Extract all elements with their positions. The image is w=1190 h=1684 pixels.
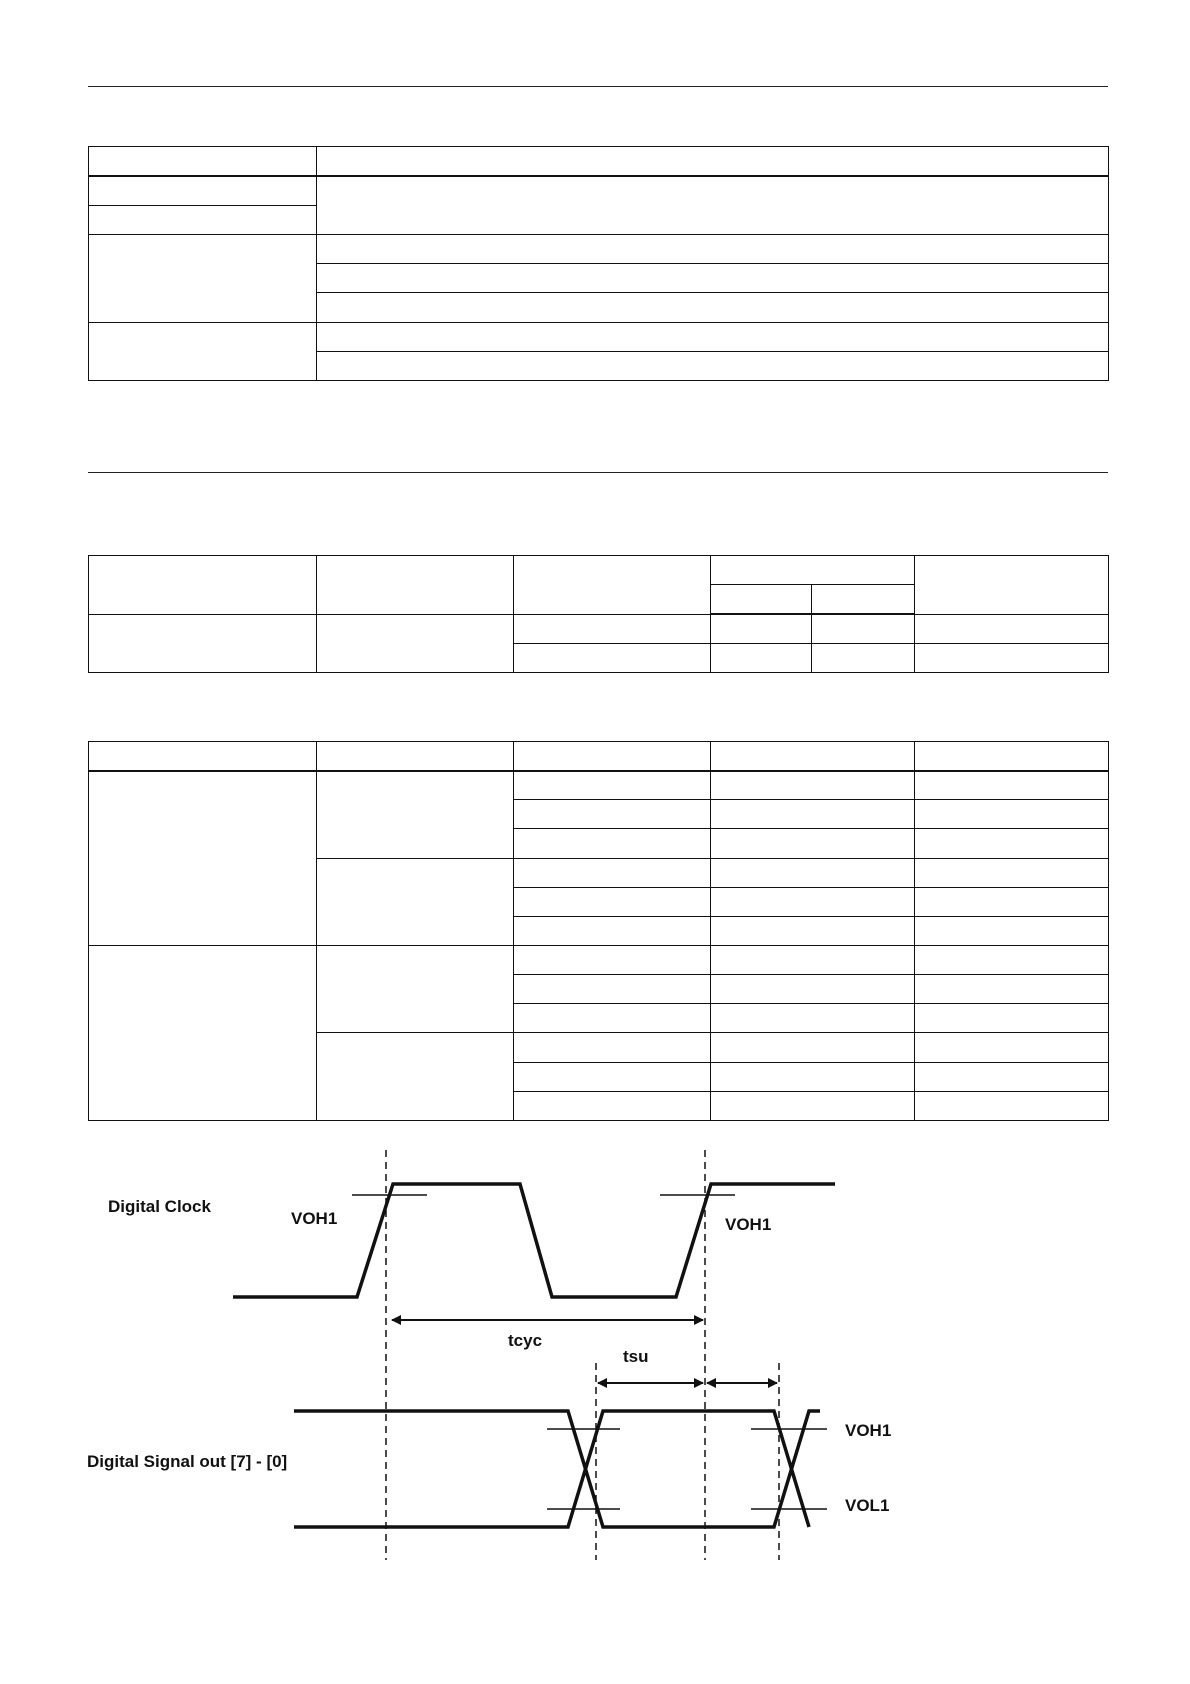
table-3-cell (514, 858, 711, 887)
table-1-cell (317, 176, 1109, 235)
table-3-cell (514, 771, 711, 800)
tsu-label: tsu (623, 1347, 649, 1366)
table-3-cell (317, 858, 514, 945)
table-2-cell (812, 614, 915, 643)
table-3-cell (915, 975, 1109, 1004)
clock-label: Digital Clock (108, 1197, 211, 1216)
table-2-cell (711, 556, 915, 585)
table-2-cell (711, 585, 812, 614)
table-3-cell (915, 1091, 1109, 1120)
table-3-cell (711, 1091, 915, 1120)
table-3 (88, 741, 1109, 1121)
table-3-cell (317, 742, 514, 771)
table-3-cell (711, 1033, 915, 1062)
table-1-cell (317, 264, 1109, 293)
table-3-cell (514, 742, 711, 771)
table-2-cell (89, 556, 317, 615)
table-3-cell (514, 1033, 711, 1062)
table-1-cell (317, 147, 1109, 176)
table-2-cell (915, 614, 1109, 643)
table-3-cell (89, 742, 317, 771)
table-2-cell (915, 643, 1109, 672)
table-3-cell (317, 1033, 514, 1121)
table-2-cell (711, 614, 812, 643)
table-2-cell (317, 556, 514, 615)
table-3-cell (711, 800, 915, 829)
table-2-cell (89, 614, 317, 673)
data-low-label: VOL1 (845, 1496, 890, 1515)
table-3-cell (915, 800, 1109, 829)
timing-diagram (0, 1140, 1190, 1560)
table-3-cell (711, 1062, 915, 1091)
table-3-cell (317, 945, 514, 1032)
table-2-cell (514, 643, 711, 672)
table-3-cell (711, 887, 915, 916)
table-3-cell (711, 916, 915, 945)
section-rule-middle (88, 472, 1108, 473)
table-3-cell (711, 742, 915, 771)
table-3-cell (915, 916, 1109, 945)
table-3-cell (915, 945, 1109, 974)
table-3-cell (711, 975, 915, 1004)
table-2-cell (711, 643, 812, 672)
table-3-cell (711, 858, 915, 887)
table-3-cell (915, 771, 1109, 800)
table-1-cell (89, 322, 317, 381)
table-2-cell (812, 643, 915, 672)
table-3-cell (514, 916, 711, 945)
table-3-cell (89, 945, 317, 1120)
table-2 (88, 555, 1109, 673)
table-1-cell (89, 205, 317, 234)
table-3-cell (915, 858, 1109, 887)
table-3-cell (514, 1091, 711, 1120)
table-3-cell (514, 887, 711, 916)
table-1-cell (89, 176, 317, 205)
clock-threshold-label-left: VOH1 (291, 1209, 338, 1228)
table-1-cell (89, 234, 317, 322)
table-3-cell (711, 1004, 915, 1033)
table-3-cell (317, 771, 514, 858)
table-3-cell (915, 829, 1109, 858)
clock-threshold-label-right: VOH1 (725, 1215, 772, 1234)
table-3-cell (915, 1004, 1109, 1033)
section-rule-top (88, 86, 1108, 87)
table-3-cell (711, 771, 915, 800)
table-2-cell (514, 556, 711, 615)
table-1-cell (317, 234, 1109, 263)
table-2-cell (514, 614, 711, 643)
table-2-cell (812, 585, 915, 614)
table-3-cell (711, 945, 915, 974)
table-3-cell (514, 945, 711, 974)
tcyc-label: tcyc (508, 1331, 543, 1350)
table-3-cell (514, 1062, 711, 1091)
table-1-cell (317, 293, 1109, 322)
table-3-cell (514, 1004, 711, 1033)
clock-waveform (233, 1184, 835, 1297)
table-2-cell (317, 614, 514, 673)
table-3-cell (915, 742, 1109, 771)
table-2-cell (915, 556, 1109, 615)
table-3-cell (514, 975, 711, 1004)
table-1-cell (317, 322, 1109, 351)
table-1 (88, 146, 1109, 381)
table-3-cell (915, 1033, 1109, 1062)
table-1-cell (317, 351, 1109, 380)
data-high-label: VOH1 (845, 1421, 892, 1440)
table-1-cell (89, 147, 317, 176)
table-3-cell (915, 887, 1109, 916)
table-3-cell (711, 829, 915, 858)
table-3-cell (514, 829, 711, 858)
table-3-cell (514, 800, 711, 829)
data-signal-label: Digital Signal out [7] - [0] (87, 1452, 288, 1471)
table-3-cell (915, 1062, 1109, 1091)
table-3-cell (89, 771, 317, 946)
